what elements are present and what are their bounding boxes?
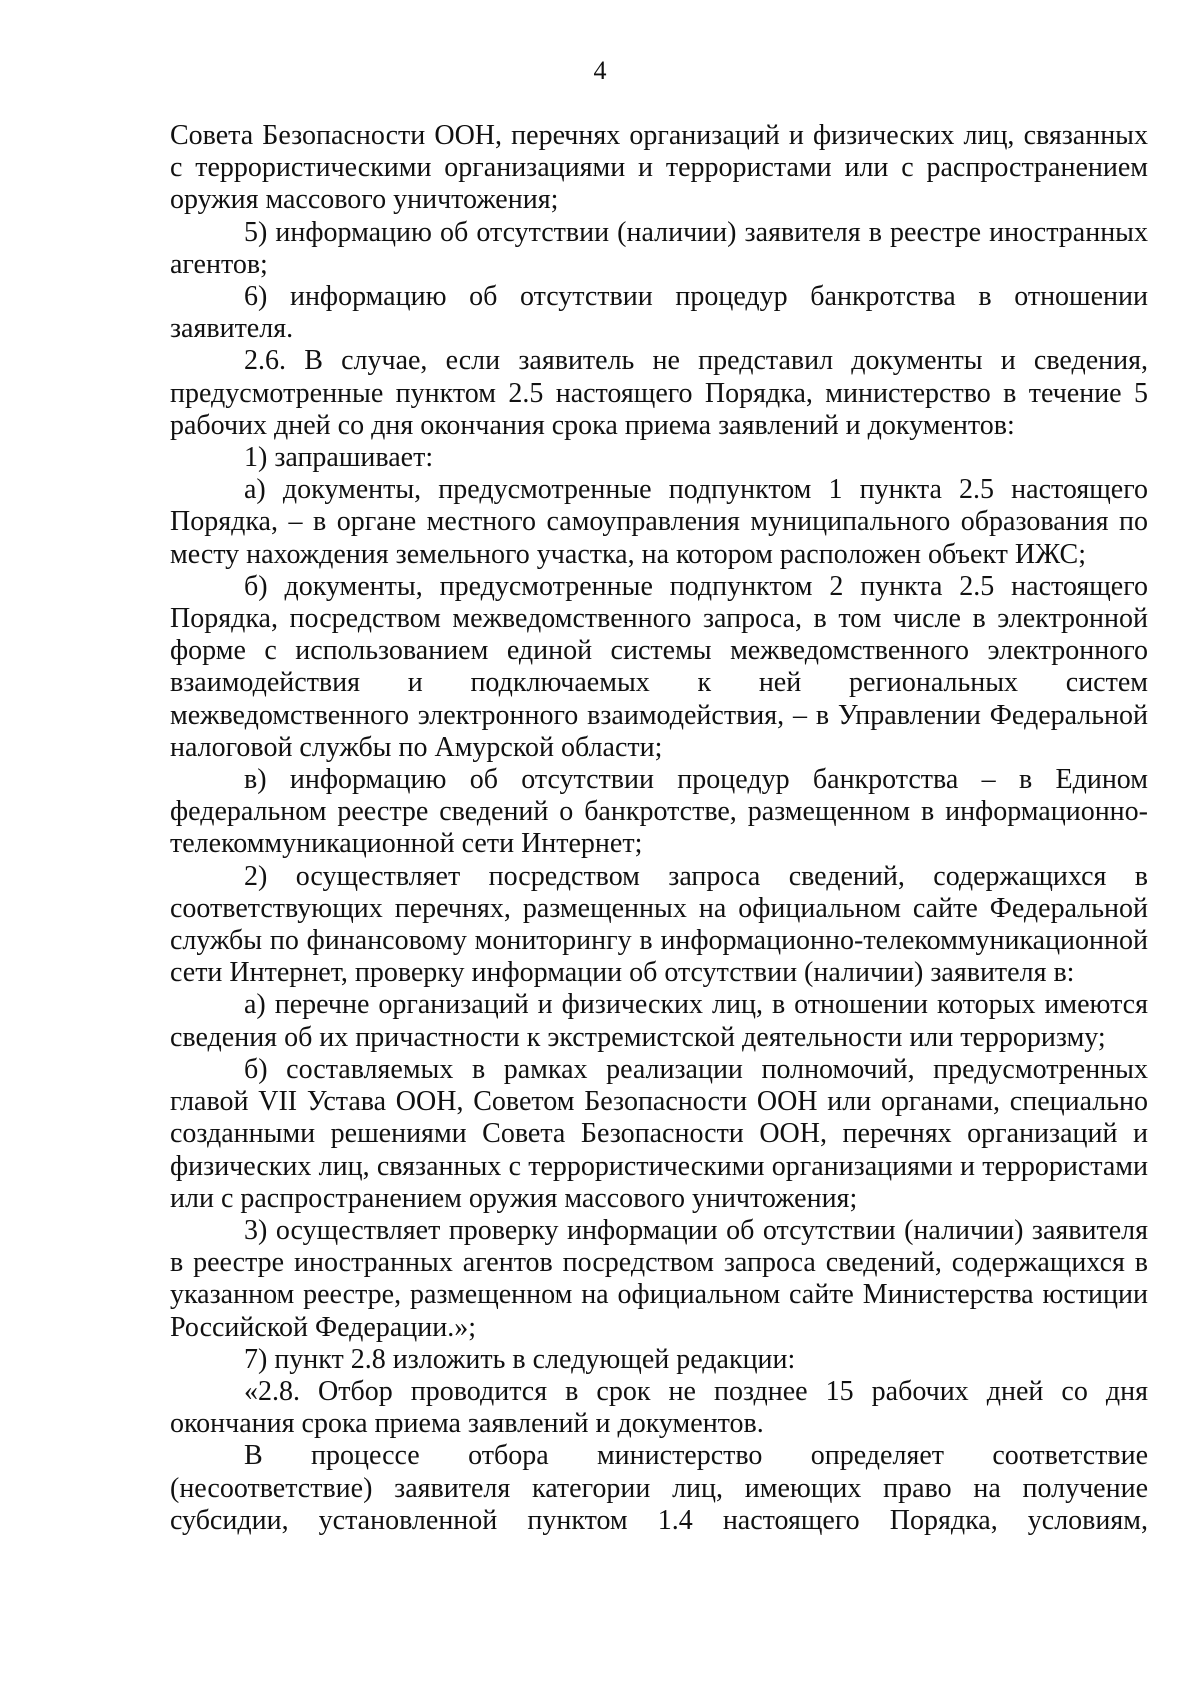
paragraph-subitem-1v: в) информацию об отсутствии процедур банкротства – в Едином федеральном реестре сведений о банкротстве, размещенном в информационно-телекоммуникационной сети Интернет; xyxy=(170,764,1148,860)
document-body xyxy=(170,120,1148,1537)
paragraph-item-5: 5) информацию об отсутствии (наличии) заявителя в реестре иностранных агентов; xyxy=(170,216,1148,280)
paragraph-subitem-3: 3) осуществляет проверку информации об отсутствии (наличии) заявителя в реестре иностранных агентов посредством запроса сведений, содержащихся в указанном реестре, размещенном на официальном сайте Министерства юстиции Российской Федерации.»; xyxy=(170,1214,1148,1343)
paragraph-subitem-1a: а) документы, предусмотренные подпунктом 1 пункта 2.5 настоящего Порядка, – в органе местного самоуправления муниципального образования по месту нахождения земельного участка, на котором расположен объект ИЖС; xyxy=(170,474,1148,570)
paragraph-subitem-2: 2) осуществляет посредством запроса сведений, содержащихся в соответствующих перечнях, размещенных на официальном сайте Федеральной службы по финансовому мониторингу в информационно-телекоммуникационной сети Интернет, проверку информации об отсутствии (наличии) заявителя в: xyxy=(170,860,1148,989)
paragraph-selection-process: В процессе отбора министерство определяет соответствие (несоответствие) заявителя категории лиц, имеющих право на получение субсидии, установленной пунктом 1.4 настоящего Порядка, условиям, xyxy=(170,1440,1148,1536)
paragraph-clause-2-8: «2.8. Отбор проводится в срок не позднее 15 рабочих дней со дня окончания срока приема заявлений и документов. xyxy=(170,1375,1148,1440)
paragraph-continuation: Совета Безопасности ООН, перечнях организаций и физических лиц, связанных с террористическими организациями и террористами или с распространением оружия массового уничтожения; xyxy=(170,120,1148,216)
paragraph-subitem-2b: б) составляемых в рамках реализации полномочий, предусмотренных главой VII Устава ООН, Советом Безопасности ООН или органами, специально созданными решениями Совета Безопасности ООН, перечнях организаций и физических лиц, связанных с террористическими организациями и террористами или с распространением оружия массового уничтожения; xyxy=(170,1053,1148,1214)
paragraph-item-7: 7) пункт 2.8 изложить в следующей редакции: xyxy=(244,1343,796,1375)
paragraph-clause-2-6: 2.6. В случае, если заявитель не представил документы и сведения, предусмотренные пунктом 2.5 настоящего Порядка, министерство в течение 5 рабочих дней со дня окончания срока приема заявлений и документов: xyxy=(170,345,1148,441)
paragraph-item-6: 6) информацию об отсутствии процедур банкротства в отношении заявителя. xyxy=(170,281,1148,345)
paragraph-subitem-2a: а) перечне организаций и физических лиц, в отношении которых имеются сведения об их причастности к экстремистской деятельности или терроризму; xyxy=(170,989,1148,1053)
paragraph-subitem-1: 1) запрашивает: xyxy=(244,442,434,474)
page-number: 4 xyxy=(593,56,607,85)
paragraph-subitem-1b: б) документы, предусмотренные подпунктом 2 пункта 2.5 настоящего Порядка, посредством межведомственного запроса, в том числе в электронной форме с использованием единой системы межведомственного электронного взаимодействия и подключаемых к ней региональных систем межведомственного электронного взаимодействия, – в Управлении Федеральной налоговой службы по Амурской области; xyxy=(170,570,1148,763)
